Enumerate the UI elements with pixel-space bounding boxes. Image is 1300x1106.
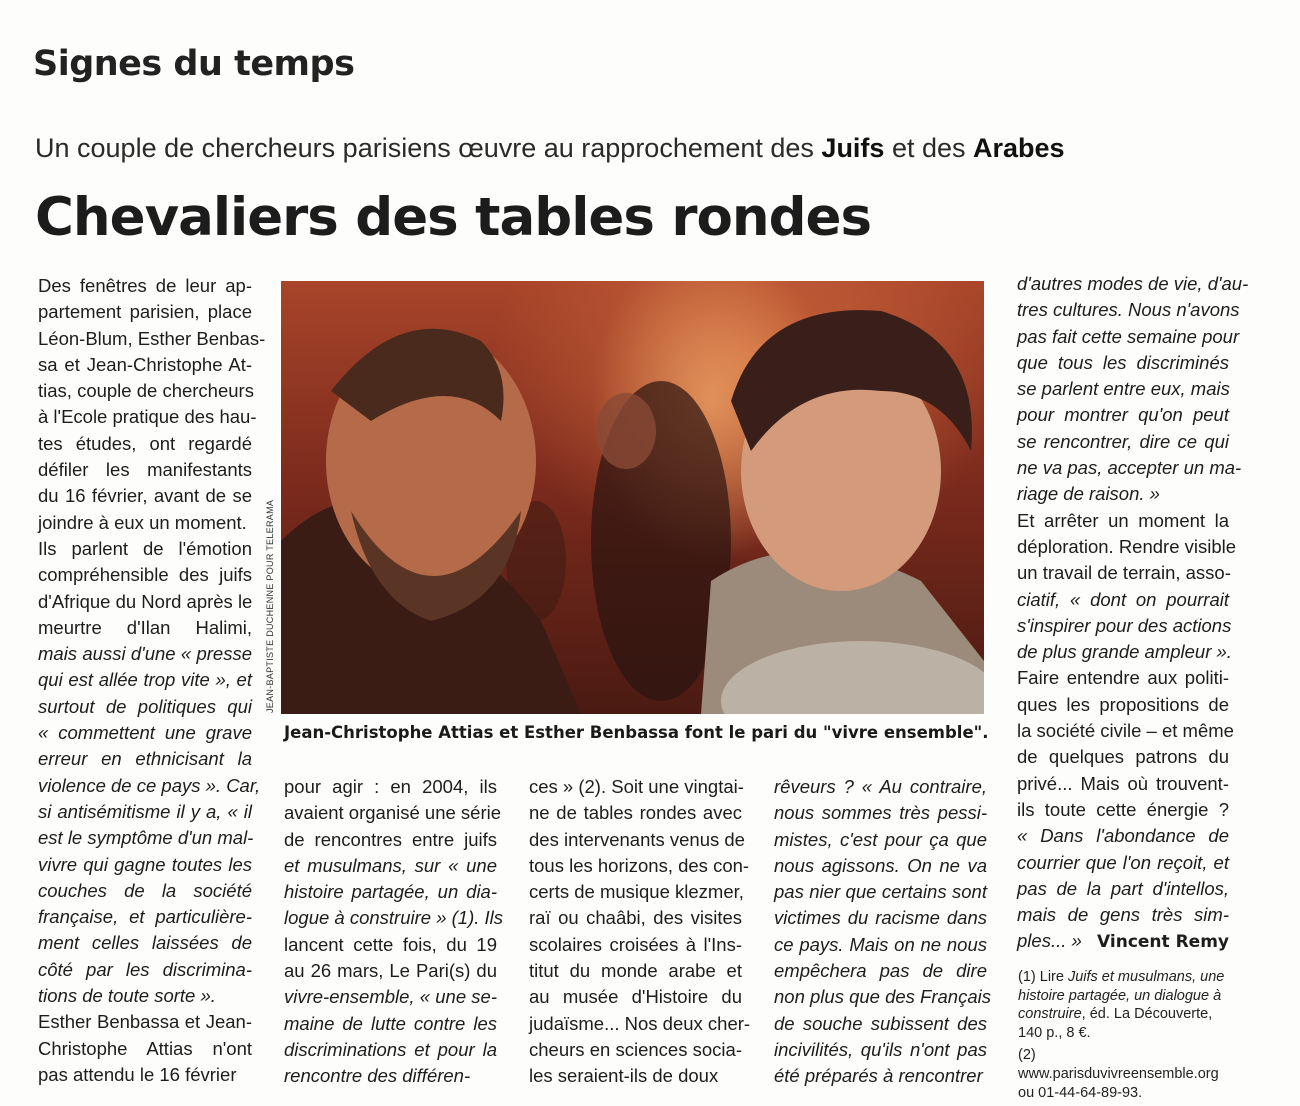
article-line: des intervenants venus de: [529, 828, 745, 850]
article-line: riage de raison. »: [1017, 483, 1160, 505]
article-line: déploration. Rendre visible: [1017, 535, 1237, 557]
headline: Chevaliers des tables rondes: [35, 187, 872, 248]
article-line: maine de lutte contre les: [284, 1012, 497, 1034]
article-line: Esther Benbassa et Jean-: [38, 1011, 252, 1033]
article-line: ces » (2). Soit une vingtai-: [529, 776, 744, 797]
article-line: ques les propositions de: [1017, 693, 1229, 715]
article-column-4: [774, 774, 991, 1090]
article-line: été préparés à rencontrer: [774, 1065, 983, 1087]
article-line: sa et Jean-Christophe At-: [38, 353, 252, 375]
article-line: de quelques patrons du: [1017, 746, 1229, 768]
article-line: se rencontrer, dire ce qui: [1017, 430, 1229, 452]
article-line: pas nier que certains sont: [774, 881, 987, 903]
article-line: judaïsme... Nos deux cher-: [529, 1012, 751, 1034]
article-line: Christophe Attias n'ont: [38, 1037, 252, 1059]
article-column-2: [284, 774, 504, 1090]
article-line: rencontre des différen-: [284, 1065, 471, 1087]
article-line: côté par les discrimina-: [38, 958, 252, 980]
article-line: vivre-ensemble, « une se-: [284, 986, 497, 1008]
article-line: de rencontres entre juifs: [284, 828, 497, 850]
article-line: que tous les discriminés: [1017, 351, 1229, 373]
article-photo: [281, 281, 984, 714]
article-line: de plus grande ampleur ».: [1017, 641, 1232, 663]
article-line: scolaires croisées à l'Ins-: [529, 933, 742, 955]
article-line: ne de tables rondes avec: [529, 802, 742, 824]
article-line: ils toute cette énergie ?: [1017, 798, 1229, 820]
article-line: mistes, c'est pour ça que: [774, 828, 987, 850]
article-line: et musulmans, sur « une: [284, 854, 497, 876]
article-line: mais de gens très sim-: [1017, 904, 1229, 926]
article-line: surtout de politiques qui: [38, 695, 252, 717]
article-line: la société civile – et même: [1017, 720, 1234, 742]
article-line: cheurs en sciences socia-: [529, 1038, 742, 1060]
article-column-5: [1017, 271, 1249, 955]
article-line: s'inspirer pour des actions: [1017, 614, 1232, 636]
article-line: non plus que des Français: [774, 986, 991, 1008]
article-line: tous les horizons, des con-: [529, 854, 750, 876]
article-line: qui est allée trop vite », et: [38, 669, 252, 691]
article-line: « commettent une grave: [38, 722, 252, 744]
article-line: se parlent entre eux, mais: [1017, 378, 1230, 400]
article-line: ciatif, « dont on pourrait: [1017, 588, 1229, 610]
article-line: Et arrêter un moment la: [1017, 509, 1229, 531]
article-line: tias, couple de chercheurs: [38, 380, 254, 402]
article-line: Des fenêtres de leur ap-: [38, 275, 252, 296]
article-line: si antisémitisme il y a, « il: [38, 800, 252, 822]
article-line: ment celles laissées de: [38, 932, 252, 954]
article-line: compréhensible des juifs: [38, 564, 252, 586]
article-line: nous agissons. On ne va: [774, 854, 987, 876]
photo-credit: JEAN-BAPTISTE DUCHENNE POUR TELERAMA: [265, 499, 275, 713]
article-line: pas de la part d'intellos,: [1017, 877, 1229, 899]
article-line: titut du monde arabe et: [529, 960, 742, 982]
article-line: avaient organisé une série: [284, 802, 502, 824]
article-line: nous sommes très pessi-: [774, 802, 987, 824]
photo-illustration: [281, 281, 984, 714]
article-line: du 16 février, avant de se: [38, 485, 252, 507]
article-line: de souche subissent des: [774, 1012, 987, 1034]
article-line: raï ou chaâbi, des visites: [529, 907, 742, 929]
section-rubric: Signes du temps: [33, 44, 355, 84]
article-line: empêchera pas de dire: [774, 960, 987, 982]
article-line: courrier que l'on reçoit, et: [1017, 851, 1229, 873]
article-line: incivilités, qu'ils n'ont pas: [774, 1038, 987, 1060]
article-line: rêveurs ? « Au contraire,: [774, 776, 987, 797]
article-line: d'autres modes de vie, d'au-: [1017, 273, 1249, 294]
article-line: privé... Mais où trouvent-: [1017, 772, 1229, 794]
footnote-1-text: (1) Lire: [1018, 969, 1068, 985]
article-line: vivre qui gagne toutes les: [38, 853, 252, 875]
article-line: tes études, ont regardé: [38, 432, 252, 454]
article-column-1: [38, 273, 266, 1088]
kicker-text-mid: et des: [884, 133, 974, 163]
article-line: certs de musique klezmer,: [529, 881, 744, 903]
article-line: défiler les manifestants: [38, 459, 252, 481]
article-line: à l'Ecole pratique des hau-: [38, 406, 257, 428]
footnote-2: (2) www.parisduvivreensemble.org ou 01-44-64-89-93.: [1018, 1047, 1219, 1101]
photo-caption: Jean-Christophe Attias et Esther Benbassa font le pari du "vivre ensemble".: [284, 723, 989, 742]
author-signature: Vincent Remy: [1097, 931, 1229, 952]
article-line: tres cultures. Nous n'avons: [1017, 299, 1240, 321]
article-line: au 26 mars, Le Pari(s) du: [284, 960, 497, 982]
article-line: logue à construire » (1). Ils: [284, 907, 504, 929]
footnotes: [1018, 968, 1233, 1106]
kicker-bold-juifs: Juifs: [821, 133, 885, 163]
article-line: Faire entendre aux politi-: [1017, 667, 1229, 689]
article-line: Léon-Blum, Esther Benbas-: [38, 327, 266, 349]
footnote-1: [1018, 968, 1233, 1042]
article-line: est le symptôme d'un mal-: [38, 827, 254, 849]
article-line: partement parisien, place: [38, 301, 252, 323]
article-line: d'Afrique du Nord après le: [38, 590, 253, 612]
article-line: un travail de terrain, asso-: [1017, 562, 1231, 584]
article-line: lancent cette fois, du 19: [284, 933, 497, 955]
footnote-1-publisher: , éd. La Découverte, 140 p., 8 €.: [1018, 1006, 1213, 1041]
kicker-bold-arabes: Arabes: [973, 133, 1065, 163]
article-line: victimes du racisme dans: [774, 907, 987, 929]
article-line: meurtre d'Ilan Halimi,: [38, 616, 252, 638]
article-line: joindre à eux un moment.: [38, 511, 247, 533]
kicker: [35, 133, 1065, 164]
article-line: ce pays. Mais on ne nous: [774, 933, 987, 955]
article-line: pour montrer qu'on peut: [1017, 404, 1229, 426]
article-line: pas fait cette semaine pour: [1017, 325, 1240, 347]
article-line: mais aussi d'une « presse: [38, 643, 252, 665]
article-line: « Dans l'abondance de: [1017, 825, 1229, 847]
article-line: au musée d'Histoire du: [529, 986, 742, 1008]
kicker-text: Un couple de chercheurs parisiens œuvre au rapprochement des: [35, 133, 822, 163]
article-line: pas attendu le 16 février: [38, 1063, 237, 1085]
article-line: tions de toute sorte ».: [38, 985, 216, 1007]
article-line: pour agir : en 2004, ils: [284, 776, 497, 797]
article-line: Ils parlent de l'émotion: [38, 537, 252, 559]
article-line: les seraient-ils de doux: [529, 1065, 719, 1087]
article-line: ples... »: [1017, 930, 1082, 952]
article-line: discriminations et pour la: [284, 1038, 497, 1060]
article-line: ne va pas, accepter un ma-: [1017, 457, 1242, 479]
article-column-3: [529, 774, 751, 1090]
article-line: violence de ce pays ». Car,: [38, 774, 261, 796]
article-line: couches de la société: [38, 879, 252, 901]
footnote-1-title: Juifs et musulmans, une histoire partagée, un dialogue à construire: [1018, 969, 1225, 1023]
article-line: erreur en ethnicisant la: [38, 748, 252, 770]
article-line: française, et particulière-: [38, 906, 252, 928]
article-line: histoire partagée, un dia-: [284, 881, 497, 903]
